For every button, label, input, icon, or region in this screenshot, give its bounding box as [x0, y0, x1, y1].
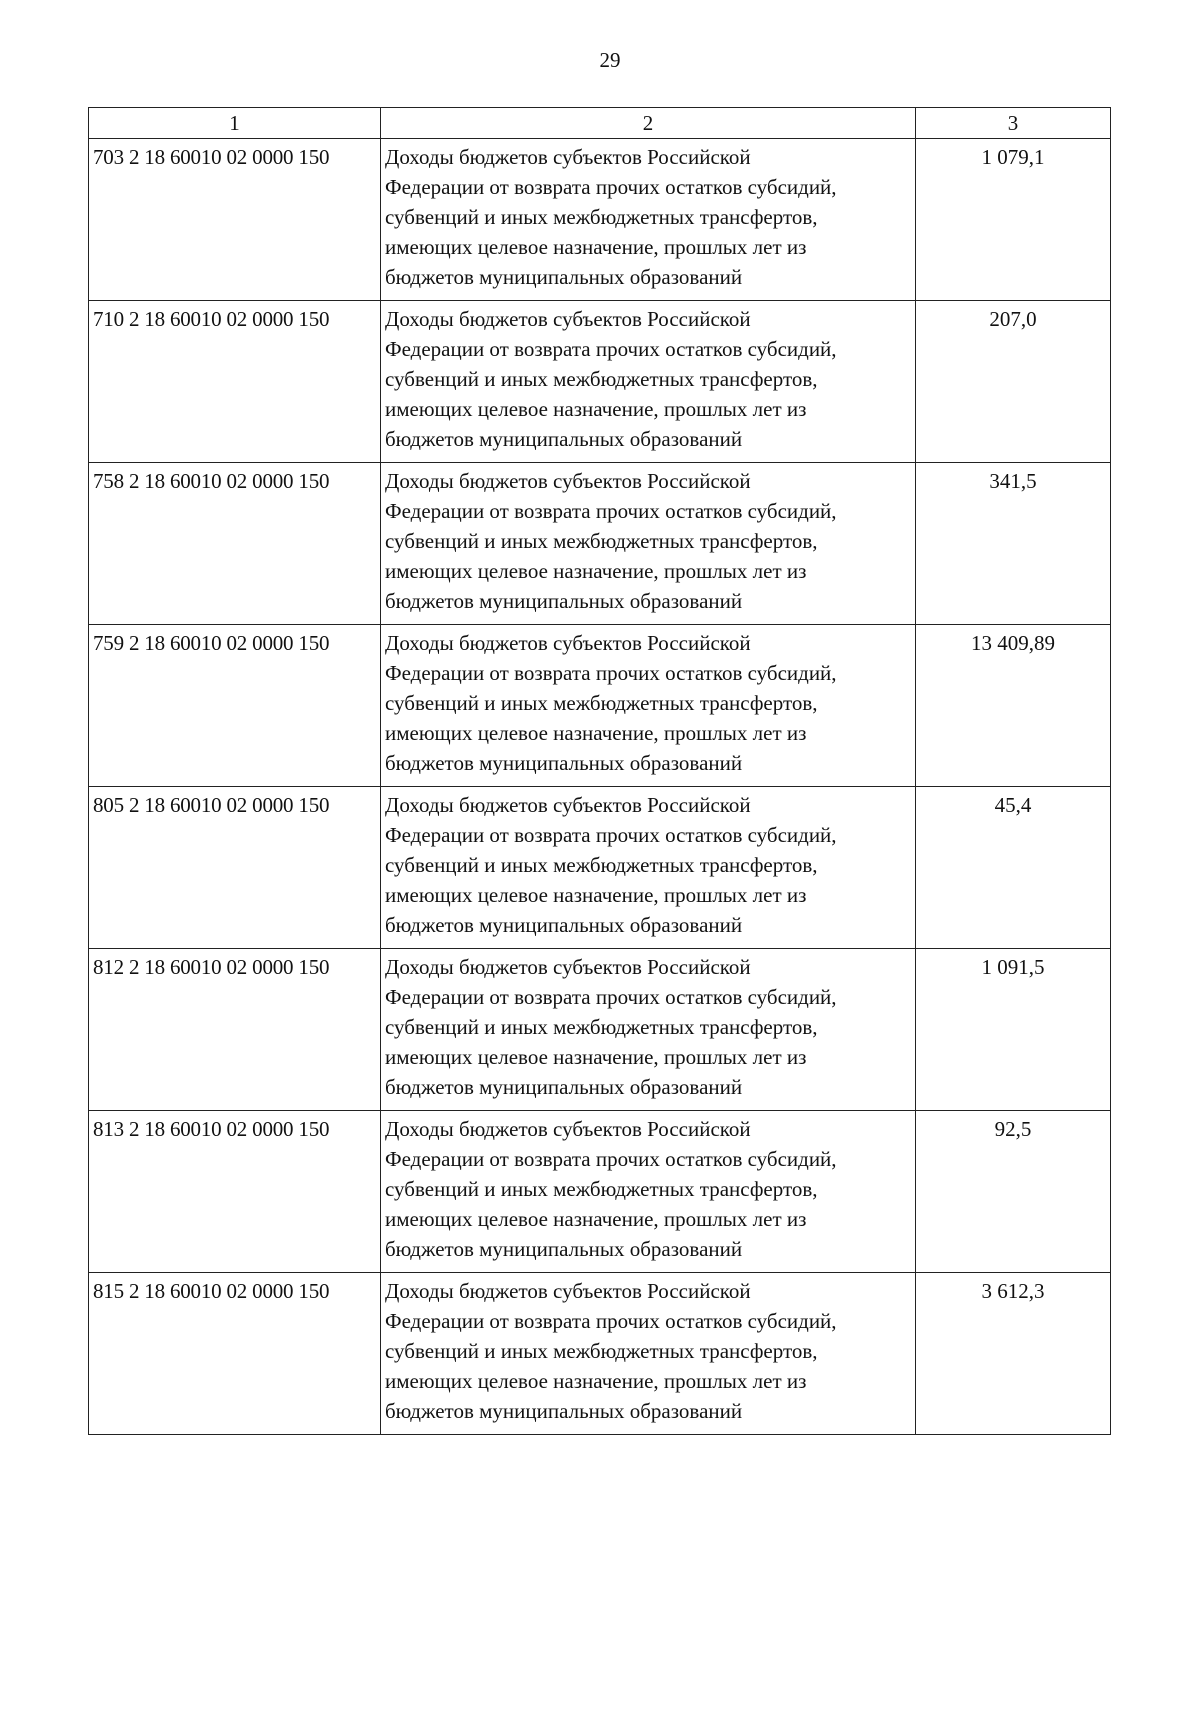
description-line: Федерации от возврата прочих остатков субсидий, — [385, 1309, 837, 1333]
description-line: бюджетов муниципальных образований — [385, 751, 743, 775]
description-line: бюджетов муниципальных образований — [385, 1237, 743, 1261]
table-row — [89, 139, 1111, 301]
column-header-2: 2 — [381, 108, 916, 139]
description-line: имеющих целевое назначение, прошлых лет из — [385, 397, 807, 421]
amount-cell: 92,5 — [916, 1111, 1111, 1273]
description-line: бюджетов муниципальных образований — [385, 427, 743, 451]
description-cell — [381, 625, 916, 787]
description-line: субвенций и иных межбюджетных трансфертов, — [385, 1339, 818, 1363]
column-header-1: 1 — [89, 108, 381, 139]
description-cell — [381, 787, 916, 949]
budget-code-cell: 758 2 18 60010 02 0000 150 — [89, 463, 381, 625]
description-line: Федерации от возврата прочих остатков субсидий, — [385, 661, 837, 685]
description-line: субвенций и иных межбюджетных трансфертов, — [385, 1177, 818, 1201]
amount-cell: 45,4 — [916, 787, 1111, 949]
description-cell — [381, 1111, 916, 1273]
description-line: Доходы бюджетов субъектов Российской — [385, 631, 751, 655]
budget-table — [88, 107, 1111, 1435]
description-line: Доходы бюджетов субъектов Российской — [385, 307, 751, 331]
table-row — [89, 1273, 1111, 1435]
description-cell — [381, 301, 916, 463]
budget-code-cell: 759 2 18 60010 02 0000 150 — [89, 625, 381, 787]
description-line: бюджетов муниципальных образований — [385, 913, 743, 937]
description-line: субвенций и иных межбюджетных трансфертов, — [385, 853, 818, 877]
description-line: Федерации от возврата прочих остатков субсидий, — [385, 175, 837, 199]
description-line: имеющих целевое назначение, прошлых лет из — [385, 559, 807, 583]
column-header-3: 3 — [916, 108, 1111, 139]
description-line: бюджетов муниципальных образований — [385, 1399, 743, 1423]
amount-cell: 1 079,1 — [916, 139, 1111, 301]
description-line: имеющих целевое назначение, прошлых лет из — [385, 1369, 807, 1393]
table-row — [89, 463, 1111, 625]
description-line: Доходы бюджетов субъектов Российской — [385, 793, 751, 817]
description-cell — [381, 1273, 916, 1435]
budget-code-cell: 805 2 18 60010 02 0000 150 — [89, 787, 381, 949]
description-line: имеющих целевое назначение, прошлых лет из — [385, 721, 807, 745]
description-line: Федерации от возврата прочих остатков субсидий, — [385, 1147, 837, 1171]
description-line: бюджетов муниципальных образований — [385, 589, 743, 613]
description-line: Доходы бюджетов субъектов Российской — [385, 955, 751, 979]
description-line: имеющих целевое назначение, прошлых лет из — [385, 1207, 807, 1231]
description-line: Доходы бюджетов субъектов Российской — [385, 145, 751, 169]
amount-cell: 13 409,89 — [916, 625, 1111, 787]
amount-cell: 207,0 — [916, 301, 1111, 463]
description-line: имеющих целевое назначение, прошлых лет из — [385, 1045, 807, 1069]
table-row — [89, 949, 1111, 1111]
description-line: Федерации от возврата прочих остатков субсидий, — [385, 337, 837, 361]
description-cell — [381, 463, 916, 625]
description-line: субвенций и иных межбюджетных трансфертов, — [385, 367, 818, 391]
page-number: 29 — [599, 48, 621, 72]
table-header-row — [89, 108, 1111, 139]
description-line: субвенций и иных межбюджетных трансфертов, — [385, 691, 818, 715]
description-line: Доходы бюджетов субъектов Российской — [385, 1117, 751, 1141]
description-line: Федерации от возврата прочих остатков субсидий, — [385, 499, 837, 523]
amount-cell: 1 091,5 — [916, 949, 1111, 1111]
budget-code-cell: 815 2 18 60010 02 0000 150 — [89, 1273, 381, 1435]
budget-code-cell: 812 2 18 60010 02 0000 150 — [89, 949, 381, 1111]
description-line: Доходы бюджетов субъектов Российской — [385, 1279, 751, 1303]
description-line: имеющих целевое назначение, прошлых лет из — [385, 235, 807, 259]
description-line: Федерации от возврата прочих остатков субсидий, — [385, 985, 837, 1009]
description-cell — [381, 949, 916, 1111]
description-line: имеющих целевое назначение, прошлых лет из — [385, 883, 807, 907]
description-line: бюджетов муниципальных образований — [385, 265, 743, 289]
budget-code-cell: 710 2 18 60010 02 0000 150 — [89, 301, 381, 463]
table-row — [89, 1111, 1111, 1273]
description-line: субвенций и иных межбюджетных трансфертов, — [385, 1015, 818, 1039]
budget-code-cell: 813 2 18 60010 02 0000 150 — [89, 1111, 381, 1273]
table-row — [89, 301, 1111, 463]
description-line: бюджетов муниципальных образований — [385, 1075, 743, 1099]
description-line: Федерации от возврата прочих остатков субсидий, — [385, 823, 837, 847]
table-row — [89, 787, 1111, 949]
table-body — [89, 139, 1111, 1435]
description-line: субвенций и иных межбюджетных трансфертов, — [385, 529, 818, 553]
budget-code-cell: 703 2 18 60010 02 0000 150 — [89, 139, 381, 301]
amount-cell: 3 612,3 — [916, 1273, 1111, 1435]
table-row — [89, 625, 1111, 787]
amount-cell: 341,5 — [916, 463, 1111, 625]
description-cell — [381, 139, 916, 301]
description-line: Доходы бюджетов субъектов Российской — [385, 469, 751, 493]
description-line: субвенций и иных межбюджетных трансфертов, — [385, 205, 818, 229]
